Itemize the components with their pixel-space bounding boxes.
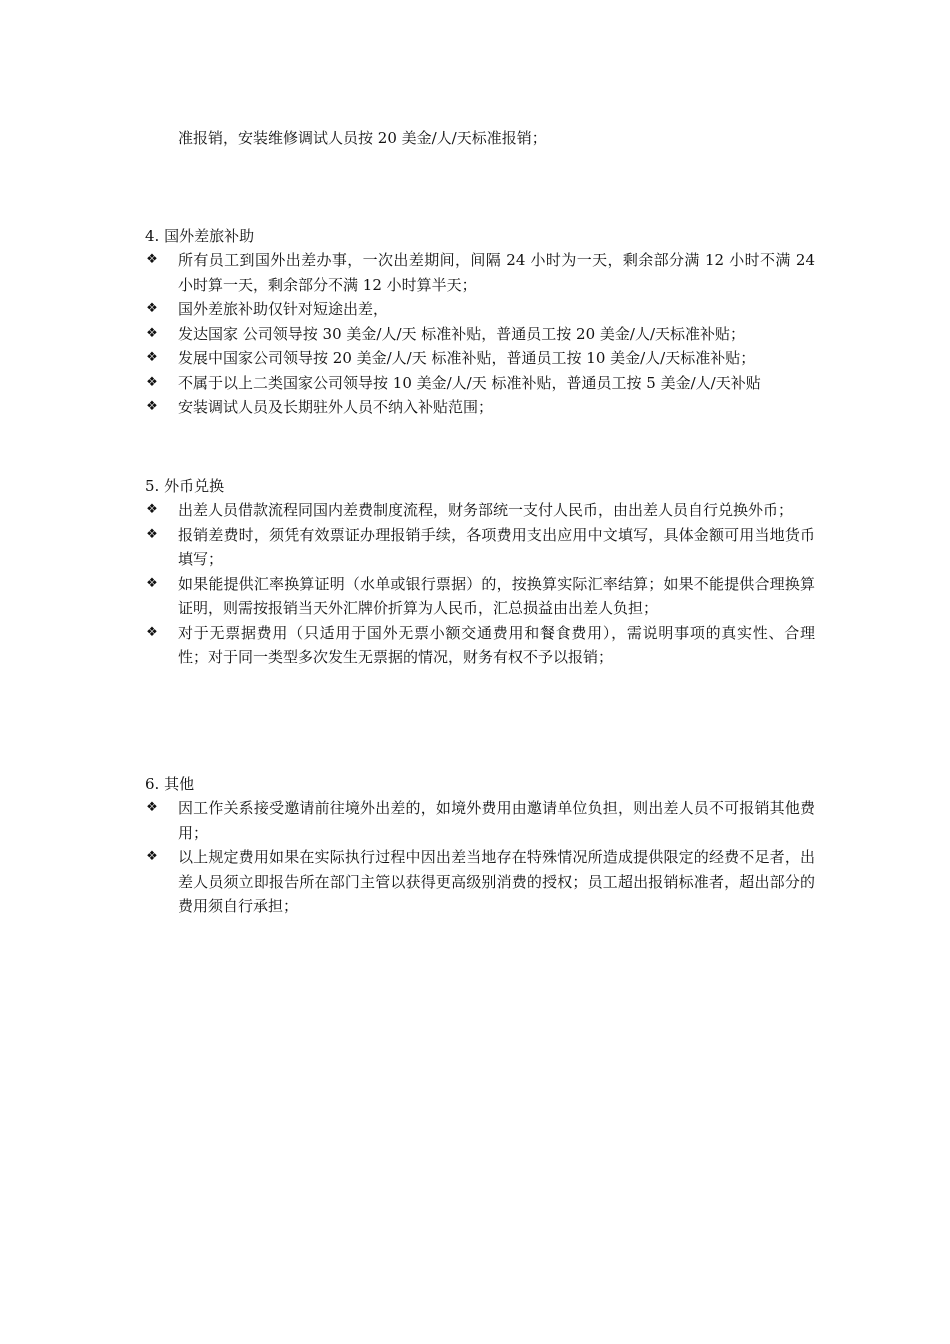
diamond-bullet-icon: ❖ — [146, 374, 158, 390]
diamond-bullet-icon: ❖ — [146, 399, 158, 414]
diamond-bullet-icon: ❖ — [146, 325, 158, 341]
list-item-text: 报销差费时，须凭有效票证办理报销手续，各项费用支出应用中文填写，具体金额可用当地货币填写； — [178, 525, 815, 568]
list-item — [145, 248, 815, 297]
bullet-list — [145, 248, 815, 420]
section-heading: 5. 外币兑换 — [145, 477, 225, 495]
list-item — [145, 796, 815, 845]
bullet-list — [145, 498, 815, 670]
diamond-bullet-icon: ❖ — [146, 849, 158, 864]
list-item — [145, 395, 815, 420]
list-item — [145, 523, 815, 572]
section-foreign-travel-allowance — [145, 224, 815, 420]
list-item — [145, 498, 815, 523]
section-currency-exchange — [145, 474, 815, 670]
continuation-paragraph: 准报销，安装维修调试人员按 20 美金/人/天标准报销； — [178, 129, 547, 147]
diamond-bullet-icon: ❖ — [146, 624, 158, 640]
list-item — [145, 297, 815, 322]
list-item — [145, 346, 815, 371]
list-item-text: 出差人员借款流程同国内差费制度流程，财务部统一支付人民币，由出差人员自行兑换外币； — [178, 501, 794, 519]
section-heading: 4. 国外差旅补助 — [145, 227, 255, 245]
section-other — [145, 772, 815, 919]
diamond-bullet-icon: ❖ — [146, 350, 158, 365]
list-item — [145, 845, 815, 919]
diamond-bullet-icon: ❖ — [146, 800, 158, 815]
section-heading: 6. 其他 — [145, 775, 195, 793]
list-item-text: 因工作关系接受邀请前往境外出差的，如境外费用由邀请单位负担，则出差人员不可报销其他费用； — [178, 799, 815, 842]
list-item-text: 国外差旅补助仅针对短途出差， — [178, 300, 389, 318]
diamond-bullet-icon: ❖ — [146, 526, 158, 542]
list-item-text: 以上规定费用如果在实际执行过程中因出差当地存在特殊情况所造成提供限定的经费不足者，出差人员须立即报告所在部门主管以获得更高级别消费的授权；员工超出报销标准者，超出部分的费用须自行承担； — [178, 848, 815, 915]
list-item-text: 发展中国家公司领导按 20 美金/人/天 标准补贴，普通员工按 10 美金/人/天标准补贴； — [178, 349, 756, 367]
list-item-text: 如果能提供汇率换算证明（水单或银行票据）的，按换算实际汇率结算；如果不能提供合理换算证明，则需按报销当天外汇牌价折算为人民币，汇总损益由出差人负担； — [178, 574, 815, 617]
diamond-bullet-icon: ❖ — [146, 502, 158, 517]
bullet-list — [145, 796, 815, 919]
list-item — [145, 572, 815, 621]
diamond-bullet-icon: ❖ — [146, 252, 158, 267]
list-item-text: 所有员工到国外出差办事，一次出差期间，间隔 24 小时为一天，剩余部分满 12 小时不满 24 小时算一天，剩余部分不满 12 小时算半天； — [178, 251, 815, 294]
list-item — [145, 371, 815, 396]
list-item — [145, 322, 815, 347]
list-item-text: 安装调试人员及长期驻外人员不纳入补贴范围； — [178, 398, 494, 416]
list-item-text: 不属于以上二类国家公司领导按 10 美金/人/天 标准补贴，普通员工按 5 美金/人/天补贴 — [178, 373, 761, 392]
list-item-text: 发达国家 公司领导按 30 美金/人/天 标准补贴，普通员工按 20 美金/人/天标准补贴； — [178, 324, 746, 343]
diamond-bullet-icon: ❖ — [146, 575, 158, 591]
diamond-bullet-icon: ❖ — [146, 301, 158, 316]
list-item — [145, 621, 815, 670]
list-item-text: 对于无票据费用（只适用于国外无票小额交通费用和餐食费用），需说明事项的真实性、合理性；对于同一类型多次发生无票据的情况，财务有权不予以报销； — [178, 623, 815, 666]
